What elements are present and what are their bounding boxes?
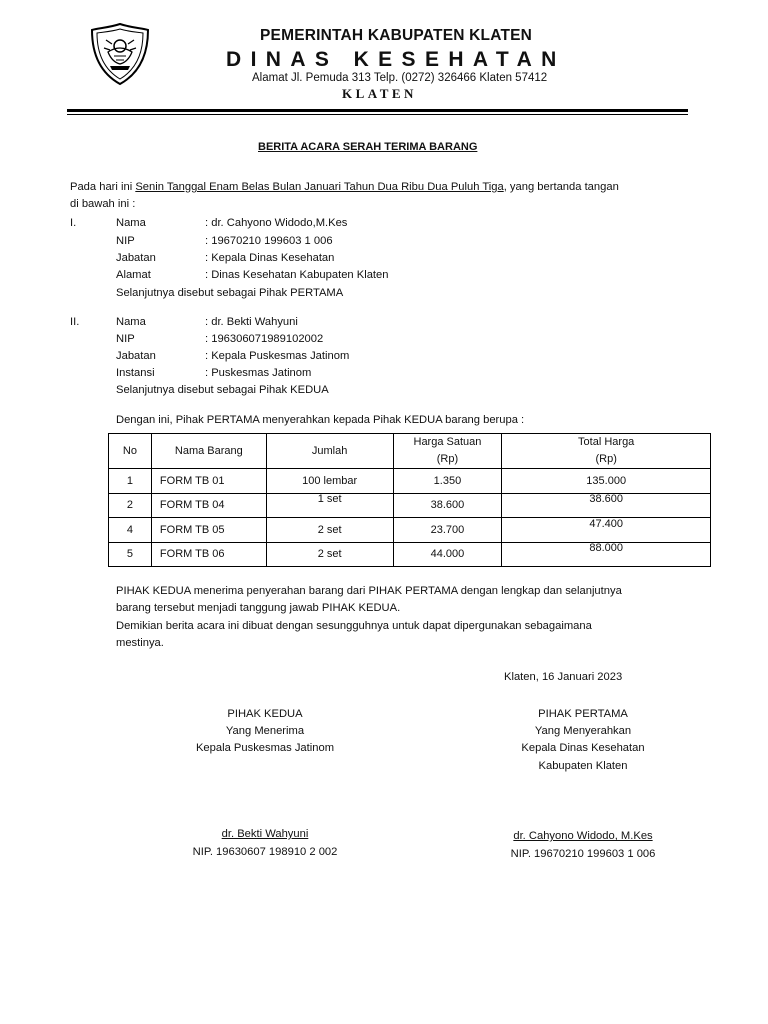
cell-quantity-text: 1 set bbox=[317, 493, 342, 506]
cell-item-name: FORM TB 05 bbox=[151, 518, 266, 543]
party2-note: Selanjutnya disebut sebagai Pihak KEDUA bbox=[116, 384, 329, 396]
cell-no: 1 bbox=[109, 469, 152, 494]
header-total-price-line1: Total Harga bbox=[578, 436, 635, 448]
handover-statement: Dengan ini, Pihak PERTAMA menyerahkan kepada Pihak KEDUA barang berupa : bbox=[116, 414, 525, 426]
sign-left-position: Kepala Puskesmas Jatinom bbox=[195, 742, 335, 754]
cell-total-price-text: 38.600 bbox=[589, 493, 623, 506]
header-unit-price-line2: (Rp) bbox=[436, 453, 459, 465]
table-row bbox=[109, 469, 711, 494]
closing-line-2: barang tersebut menjadi tanggung jawab PIHAK KEDUA. bbox=[116, 602, 401, 614]
sign-left-role: PIHAK KEDUA bbox=[227, 708, 303, 720]
letterhead-city: KLATEN bbox=[342, 86, 417, 101]
sign-right-caption: Yang Menyerahkan bbox=[534, 725, 632, 737]
header-no: No bbox=[109, 434, 152, 469]
table-row bbox=[109, 518, 711, 543]
party2-nip-value: : 196306071989102002 bbox=[205, 333, 324, 345]
intro-date-text: Senin Tanggal Enam Belas Bulan Januari Tahun Dua Ribu Dua Puluh Tiga bbox=[135, 181, 504, 193]
cell-total-price-text: 47.400 bbox=[589, 517, 623, 530]
party2-numeral: II. bbox=[70, 316, 80, 328]
letterhead-agency: DINAS KESEHATAN bbox=[226, 48, 566, 71]
document-title: BERITA ACARA SERAH TERIMA BARANG bbox=[258, 141, 478, 153]
party1-address-value: : Dinas Kesehatan Kabupaten Klaten bbox=[205, 269, 389, 281]
party2-institution-value: : Puskesmas Jatinom bbox=[205, 367, 312, 379]
sign-right-nip: NIP. 19670210 199603 1 006 bbox=[510, 848, 656, 860]
letterhead-government: PEMERINTAH KABUPATEN KLATEN bbox=[260, 27, 533, 44]
party2-name-value: : dr. Bekti Wahyuni bbox=[205, 316, 298, 328]
intro-prefix: Pada hari ini bbox=[70, 181, 136, 193]
cell-total-price bbox=[502, 493, 711, 518]
sign-right-role: PIHAK PERTAMA bbox=[538, 708, 628, 720]
party2-position-label: Jabatan bbox=[116, 350, 156, 362]
header-unit-price bbox=[393, 434, 502, 469]
cell-total-price: 135.000 bbox=[502, 469, 711, 494]
party2-name-label: Nama bbox=[116, 316, 146, 328]
letterhead-divider-thick bbox=[67, 109, 688, 112]
cell-unit-price: 1.350 bbox=[393, 469, 502, 494]
closing-line-1: PIHAK KEDUA menerima penyerahan barang dari PIHAK PERTAMA dengan lengkap dan selanjutnya bbox=[116, 585, 622, 597]
cell-no: 5 bbox=[109, 542, 152, 567]
cell-total-price-text: 88.000 bbox=[589, 542, 623, 555]
sign-right-position-2: Kabupaten Klaten bbox=[538, 760, 628, 772]
party1-position-value: : Kepala Dinas Kesehatan bbox=[205, 252, 335, 264]
party1-address-label: Alamat bbox=[116, 269, 151, 281]
sign-right-name bbox=[468, 830, 698, 842]
party1-nip-label: NIP bbox=[116, 235, 135, 247]
cell-quantity: 2 set bbox=[266, 542, 393, 567]
sign-left-name-text: dr. Bekti Wahyuni bbox=[221, 828, 309, 840]
cell-unit-price: 38.600 bbox=[393, 493, 502, 518]
party2-nip-label: NIP bbox=[116, 333, 135, 345]
cell-no: 2 bbox=[109, 493, 152, 518]
letterhead-address: Alamat Jl. Pemuda 313 Telp. (0272) 326466 Klaten 57412 bbox=[252, 72, 548, 84]
header-total-price-line2: (Rp) bbox=[595, 453, 617, 465]
intro-suffix: , yang bertanda tangan bbox=[503, 181, 619, 193]
party1-position-label: Jabatan bbox=[116, 252, 156, 264]
header-total-price bbox=[502, 434, 711, 469]
cell-item-name: FORM TB 04 bbox=[151, 493, 266, 518]
cell-total-price bbox=[502, 518, 711, 543]
header-item-name: Nama Barang bbox=[151, 434, 266, 469]
place-date: Klaten, 16 Januari 2023 bbox=[504, 671, 623, 683]
cell-unit-price: 44.000 bbox=[393, 542, 502, 567]
sign-right-position-1: Kepala Dinas Kesehatan bbox=[521, 742, 645, 754]
cell-quantity: 100 lembar bbox=[266, 469, 393, 494]
party2-position-value: : Kepala Puskesmas Jatinom bbox=[205, 350, 350, 362]
closing-line-4: mestinya. bbox=[116, 637, 164, 649]
sign-left-nip: NIP. 19630607 198910 2 002 bbox=[192, 846, 338, 858]
party1-numeral: I. bbox=[70, 217, 77, 229]
cell-quantity: 2 set bbox=[266, 518, 393, 543]
party1-name-value: : dr. Cahyono Widodo,M.Kes bbox=[205, 217, 348, 229]
items-table bbox=[108, 433, 711, 567]
cell-item-name: FORM TB 01 bbox=[151, 469, 266, 494]
cell-quantity bbox=[266, 493, 393, 518]
table-header-row bbox=[109, 434, 711, 469]
cell-unit-price: 23.700 bbox=[393, 518, 502, 543]
cell-total-price bbox=[502, 542, 711, 567]
intro-paragraph bbox=[70, 181, 619, 193]
intro-line-2: di bawah ini : bbox=[70, 198, 136, 210]
sign-right-name-text: dr. Cahyono Widodo, M.Kes bbox=[513, 830, 653, 842]
sign-left-caption: Yang Menerima bbox=[225, 725, 305, 737]
sign-left-name bbox=[150, 828, 380, 840]
table-row bbox=[109, 493, 711, 518]
party2-institution-label: Instansi bbox=[116, 367, 155, 379]
header-unit-price-line1: Harga Satuan bbox=[413, 436, 482, 448]
regency-crest-logo bbox=[88, 22, 152, 86]
cell-no: 4 bbox=[109, 518, 152, 543]
closing-line-3: Demikian berita acara ini dibuat dengan sesungguhnya untuk dapat dipergunakan sebagaimana bbox=[116, 620, 592, 632]
party1-name-label: Nama bbox=[116, 217, 146, 229]
party1-note: Selanjutnya disebut sebagai Pihak PERTAMA bbox=[116, 287, 344, 299]
cell-item-name: FORM TB 06 bbox=[151, 542, 266, 567]
letterhead-divider-thin bbox=[67, 114, 688, 115]
header-quantity: Jumlah bbox=[266, 434, 393, 469]
party1-nip-value: : 19670210 199603 1 006 bbox=[205, 235, 333, 247]
table-row bbox=[109, 542, 711, 567]
